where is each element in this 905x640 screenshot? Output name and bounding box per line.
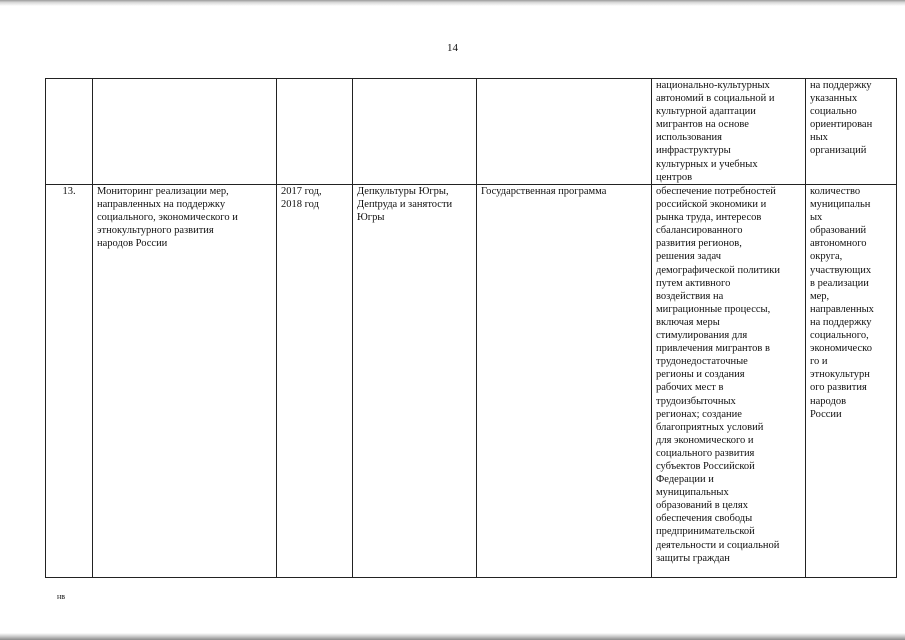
- goal-line: демографической политики: [656, 264, 780, 276]
- indicator-line: ого развития: [810, 382, 867, 394]
- executor-line: Депкультуры Югры,: [357, 186, 449, 197]
- indicator-line: России: [810, 408, 842, 420]
- cell-goal: [652, 79, 806, 185]
- goal-line: решения задач: [656, 251, 722, 263]
- indicator-line: на поддержку: [810, 80, 872, 91]
- goal-line: трудоизбыточных: [656, 395, 736, 407]
- cell-executor: [353, 185, 477, 578]
- scan-bottom-edge: [0, 633, 905, 640]
- footer-mark: нв: [57, 592, 66, 601]
- document-name: Государственная программа: [481, 186, 607, 197]
- goal-line: культурной адаптации: [656, 106, 756, 118]
- indicator-line: количество: [810, 186, 861, 197]
- cell-indicator: [806, 185, 897, 578]
- executor-line: Югры: [357, 212, 385, 224]
- goal-line: рынка труда, интересов: [656, 212, 762, 224]
- term-line: 2018 год: [281, 199, 319, 211]
- goal-line: автономий в социальной и: [656, 93, 775, 105]
- goal-line: Федерации и: [656, 474, 714, 486]
- cell-executor: [353, 79, 477, 185]
- indicator-line: социального,: [810, 330, 869, 342]
- indicator-line: народов: [810, 395, 847, 407]
- term-line: 2017 год,: [281, 186, 322, 197]
- goal-line: субъектов Российской: [656, 460, 755, 472]
- executor-line: Депtруда и занятости: [357, 199, 453, 211]
- indicator-line: муниципальн: [810, 199, 871, 211]
- goal-line: регионы и создания: [656, 369, 745, 381]
- measure-line: Мониторинг реализации мер,: [97, 186, 229, 197]
- indicator-line: направленных: [810, 303, 874, 315]
- measure-line: направленных на поддержку: [97, 199, 226, 211]
- table-row-13: [46, 185, 897, 578]
- goal-line: воздействия на: [656, 290, 724, 302]
- goal-line: культурных и учебных: [656, 158, 758, 170]
- goal-line: рабочих мест в: [656, 382, 724, 394]
- goal-line: предпринимательской: [656, 526, 755, 538]
- goal-line: защиты граждан: [656, 552, 730, 564]
- cell-document: [477, 79, 652, 185]
- goal-line: национально-культурных: [656, 80, 770, 91]
- table-row-continuation: [46, 79, 897, 185]
- goal-line: мигрантов на основе: [656, 119, 749, 131]
- indicator-line: го и: [810, 356, 828, 368]
- cell-document: [477, 185, 652, 578]
- indicator-line: округа,: [810, 251, 843, 263]
- cell-term: [277, 79, 353, 185]
- cell-term: [277, 185, 353, 578]
- goal-line: социального развития: [656, 447, 755, 459]
- indicator-line: в реализации: [810, 277, 869, 289]
- row-number: 13.: [46, 185, 93, 578]
- goal-line: развития регионов,: [656, 238, 742, 250]
- goal-line: благоприятных условий: [656, 421, 764, 433]
- goal-line: российской экономики и: [656, 199, 767, 211]
- indicator-line: ных: [810, 132, 828, 144]
- indicator-line: социально: [810, 106, 857, 118]
- indicator-line: организаций: [810, 145, 867, 157]
- indicator-line: на поддержку: [810, 316, 872, 328]
- scan-top-edge: [0, 0, 905, 6]
- cell-indicator: [806, 79, 897, 185]
- indicator-line: участвующих: [810, 264, 872, 276]
- cell-goal: [652, 185, 806, 578]
- goal-line: муниципальных: [656, 487, 729, 499]
- indicator-line: указанных: [810, 93, 858, 105]
- cell-measure: [93, 79, 277, 185]
- plan-table: [45, 78, 897, 578]
- cell-number: [46, 79, 93, 185]
- goal-line: миграционные процессы,: [656, 303, 771, 315]
- indicator-line: ых: [810, 212, 823, 224]
- goal-line: обеспечение потребностей: [656, 186, 776, 197]
- indicator-line: экономическо: [810, 343, 872, 355]
- indicator-line: мер,: [810, 290, 830, 302]
- goal-line: включая меры: [656, 316, 720, 328]
- goal-line: использования: [656, 132, 722, 144]
- cell-measure: [93, 185, 277, 578]
- goal-line: обеспечения свободы: [656, 513, 753, 525]
- goal-line: путем активного: [656, 277, 731, 289]
- indicator-line: образований: [810, 225, 867, 237]
- goal-line: трудонедостаточные: [656, 356, 748, 368]
- indicator-line: этнокультурн: [810, 369, 870, 381]
- indicator-line: автономного: [810, 238, 867, 250]
- measure-line: этнокультурного развития: [97, 225, 214, 237]
- goal-line: для экономического и: [656, 434, 754, 446]
- goal-line: привлечения мигрантов в: [656, 343, 770, 355]
- goal-line: регионах; создание: [656, 408, 742, 420]
- page-number: 14: [447, 42, 458, 54]
- goal-line: стимулирования для: [656, 330, 748, 342]
- goal-line: образований в целях: [656, 500, 748, 512]
- goal-line: деятельности и социальной: [656, 539, 780, 551]
- measure-line: народов России: [97, 238, 168, 250]
- indicator-line: ориентирован: [810, 119, 873, 131]
- goal-line: сбалансированного: [656, 225, 743, 237]
- goal-line: центров: [656, 171, 693, 183]
- goal-line: инфраструктуры: [656, 145, 731, 157]
- measure-line: социального, экономического и: [97, 212, 238, 224]
